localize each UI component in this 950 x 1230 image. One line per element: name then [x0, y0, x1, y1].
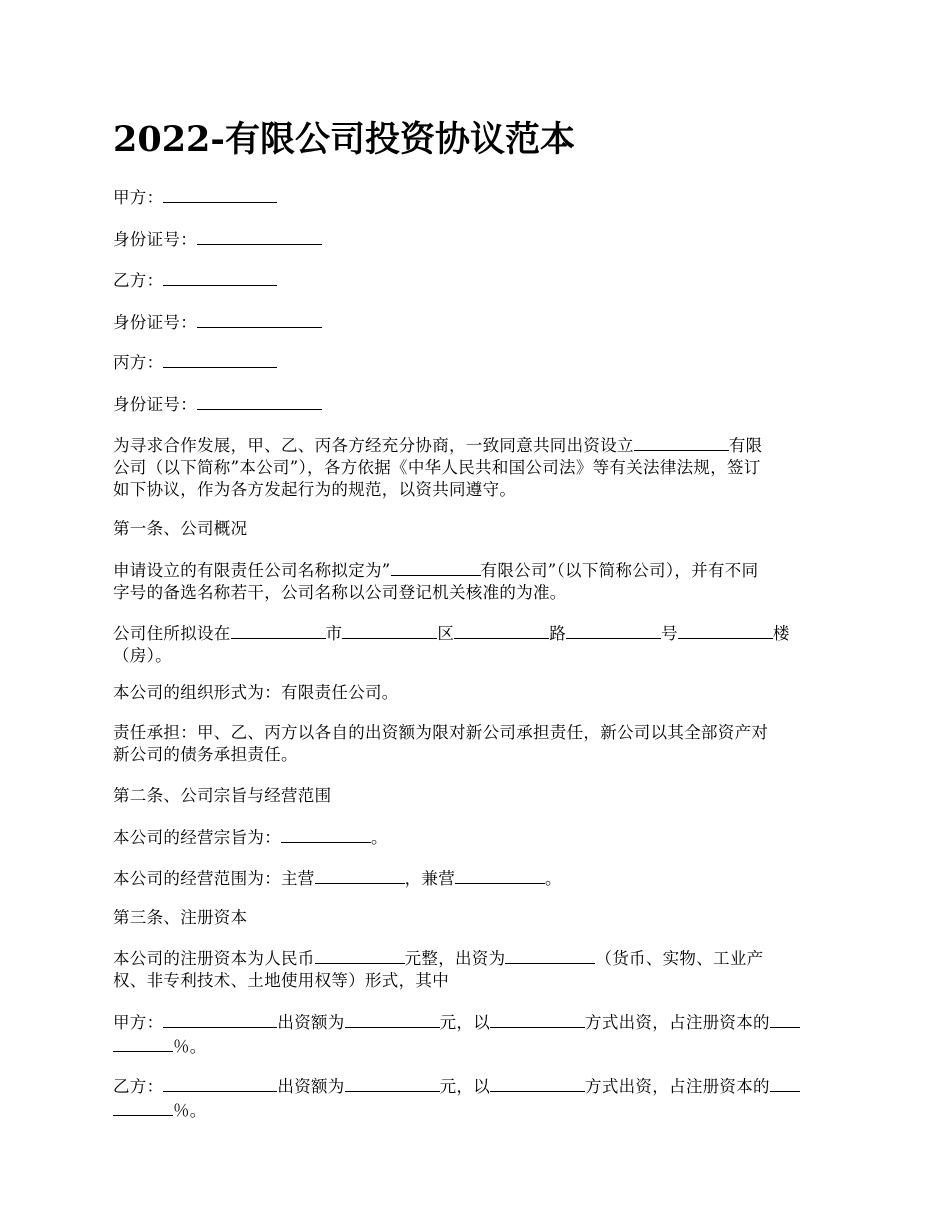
paragraph-text: 元，以 — [439, 1077, 491, 1096]
contributor-blank — [163, 1074, 277, 1092]
party-a-label: 甲方： — [113, 188, 164, 207]
paragraph-text: 本公司的注册资本为人民币 — [113, 949, 315, 968]
paragraph-text: （房）。 — [113, 646, 172, 665]
scope-line — [113, 866, 840, 890]
article-3-heading: 第三条、注册资本 — [113, 908, 248, 927]
party-a-blank — [163, 185, 277, 203]
paragraph-text: 权、非专利技术、土地使用权等）形式，其中 — [113, 971, 449, 990]
party-c-label: 丙方： — [113, 353, 164, 372]
percent-blank — [113, 1098, 173, 1116]
paragraph-text: 本公司的经营宗旨为： — [113, 828, 281, 847]
paragraph-text: 有限公司”（以下简称公司），并有不同 — [480, 561, 759, 580]
paragraph-text: 申请设立的有限责任公司名称拟定为” — [113, 561, 391, 580]
side-business-blank — [455, 866, 545, 884]
id-c-line — [113, 392, 840, 416]
paragraph-text: ％。 — [173, 1037, 207, 1056]
paragraph-text: 元整，出资为 — [404, 949, 506, 968]
address-paragraph — [113, 621, 840, 667]
article-1-heading: 第一条、公司概况 — [113, 519, 248, 538]
paragraph-text: 公司住所拟设在 — [113, 624, 231, 643]
capital-amount-blank — [315, 946, 405, 964]
paragraph-text: 。 — [545, 869, 562, 888]
intro-text: 为寻求合作发展，甲、乙、丙各方经充分协商，一致同意共同出资设立 — [113, 436, 634, 455]
amount-blank — [345, 1074, 440, 1092]
amount-blank — [345, 1010, 440, 1028]
id-a-label: 身份证号： — [113, 230, 197, 249]
id-b-line — [113, 310, 840, 334]
party-b-line — [113, 268, 840, 292]
intro-text: 有限 — [728, 436, 763, 455]
party-a-line — [113, 185, 840, 209]
paragraph-text: 元，以 — [439, 1013, 491, 1032]
address-blank — [231, 621, 326, 639]
paragraph-text: 本公司的经营范围为：主营 — [113, 869, 315, 888]
id-b-blank — [197, 310, 322, 328]
percent-blank — [113, 1034, 173, 1052]
proposed-name-blank — [391, 558, 481, 576]
paragraph-text: 新公司的债务承担责任。 — [113, 745, 298, 764]
method-blank — [490, 1010, 585, 1028]
paragraph-text: 字号的备选名称若干，公司名称以公司登记机关核准的为准。 — [113, 583, 567, 602]
id-a-line — [113, 227, 840, 251]
company-name-paragraph — [113, 558, 840, 604]
method-blank — [490, 1074, 585, 1092]
address-blank — [566, 621, 661, 639]
id-a-blank — [197, 227, 322, 245]
intro-text: 如下协议，作为各方发起行为的规范，以资共同遵守。 — [113, 480, 517, 499]
id-c-blank — [197, 392, 322, 410]
paragraph-text: ％。 — [173, 1101, 207, 1120]
party-b-contribution — [113, 1074, 840, 1122]
paragraph-text: （货币、实物、工业产 — [595, 949, 764, 968]
paragraph-text: 乙方： — [113, 1077, 164, 1096]
party-a-contribution — [113, 1010, 840, 1058]
paragraph-text: 市 — [325, 624, 343, 643]
article-2-heading: 第二条、公司宗旨与经营范围 — [113, 786, 332, 805]
paragraph-text: ，兼营 — [404, 869, 456, 888]
id-b-label: 身份证号： — [113, 313, 197, 332]
paragraph-text: 楼 — [772, 624, 790, 643]
address-blank — [342, 621, 437, 639]
address-blank — [678, 621, 773, 639]
paragraph-text: 号 — [661, 624, 678, 643]
capital-paragraph — [113, 946, 840, 992]
party-c-line — [113, 350, 840, 374]
address-blank — [454, 621, 549, 639]
company-name-blank — [634, 433, 729, 451]
paragraph-text: 出资额为 — [277, 1077, 345, 1096]
party-c-blank — [163, 350, 277, 368]
paragraph-text: 方式出资，占注册资本的 — [585, 1077, 770, 1096]
intro-text: 公司（以下简称”本公司”），各方依据《中华人民共和国公司法》等有关法律法规，签订 — [113, 458, 761, 477]
paragraph-text: 出资额为 — [277, 1013, 345, 1032]
percent-blank — [770, 1074, 800, 1092]
contributor-blank — [163, 1010, 277, 1028]
capital-form-blank — [505, 946, 595, 964]
paragraph-text: 。 — [371, 828, 388, 847]
paragraph-text: 方式出资，占注册资本的 — [585, 1013, 770, 1032]
main-business-blank — [315, 866, 405, 884]
org-form-line: 本公司的组织形式为：有限责任公司。 — [113, 683, 399, 702]
document-title: 2022-有限公司投资协议范本 — [113, 119, 575, 160]
purpose-line — [113, 825, 840, 849]
paragraph-text: 甲方： — [113, 1013, 164, 1032]
party-b-blank — [163, 268, 277, 286]
percent-blank — [770, 1010, 800, 1028]
paragraph-text: 责任承担：甲、乙、丙方以各自的出资额为限对新公司承担责任，新公司以其全部资产对 — [113, 723, 769, 742]
purpose-blank — [281, 825, 371, 843]
liability-paragraph — [113, 722, 840, 766]
id-c-label: 身份证号： — [113, 395, 197, 414]
party-b-label: 乙方： — [113, 271, 164, 290]
intro-paragraph — [113, 433, 840, 501]
paragraph-text: 路 — [549, 624, 567, 643]
paragraph-text: 区 — [437, 624, 455, 643]
